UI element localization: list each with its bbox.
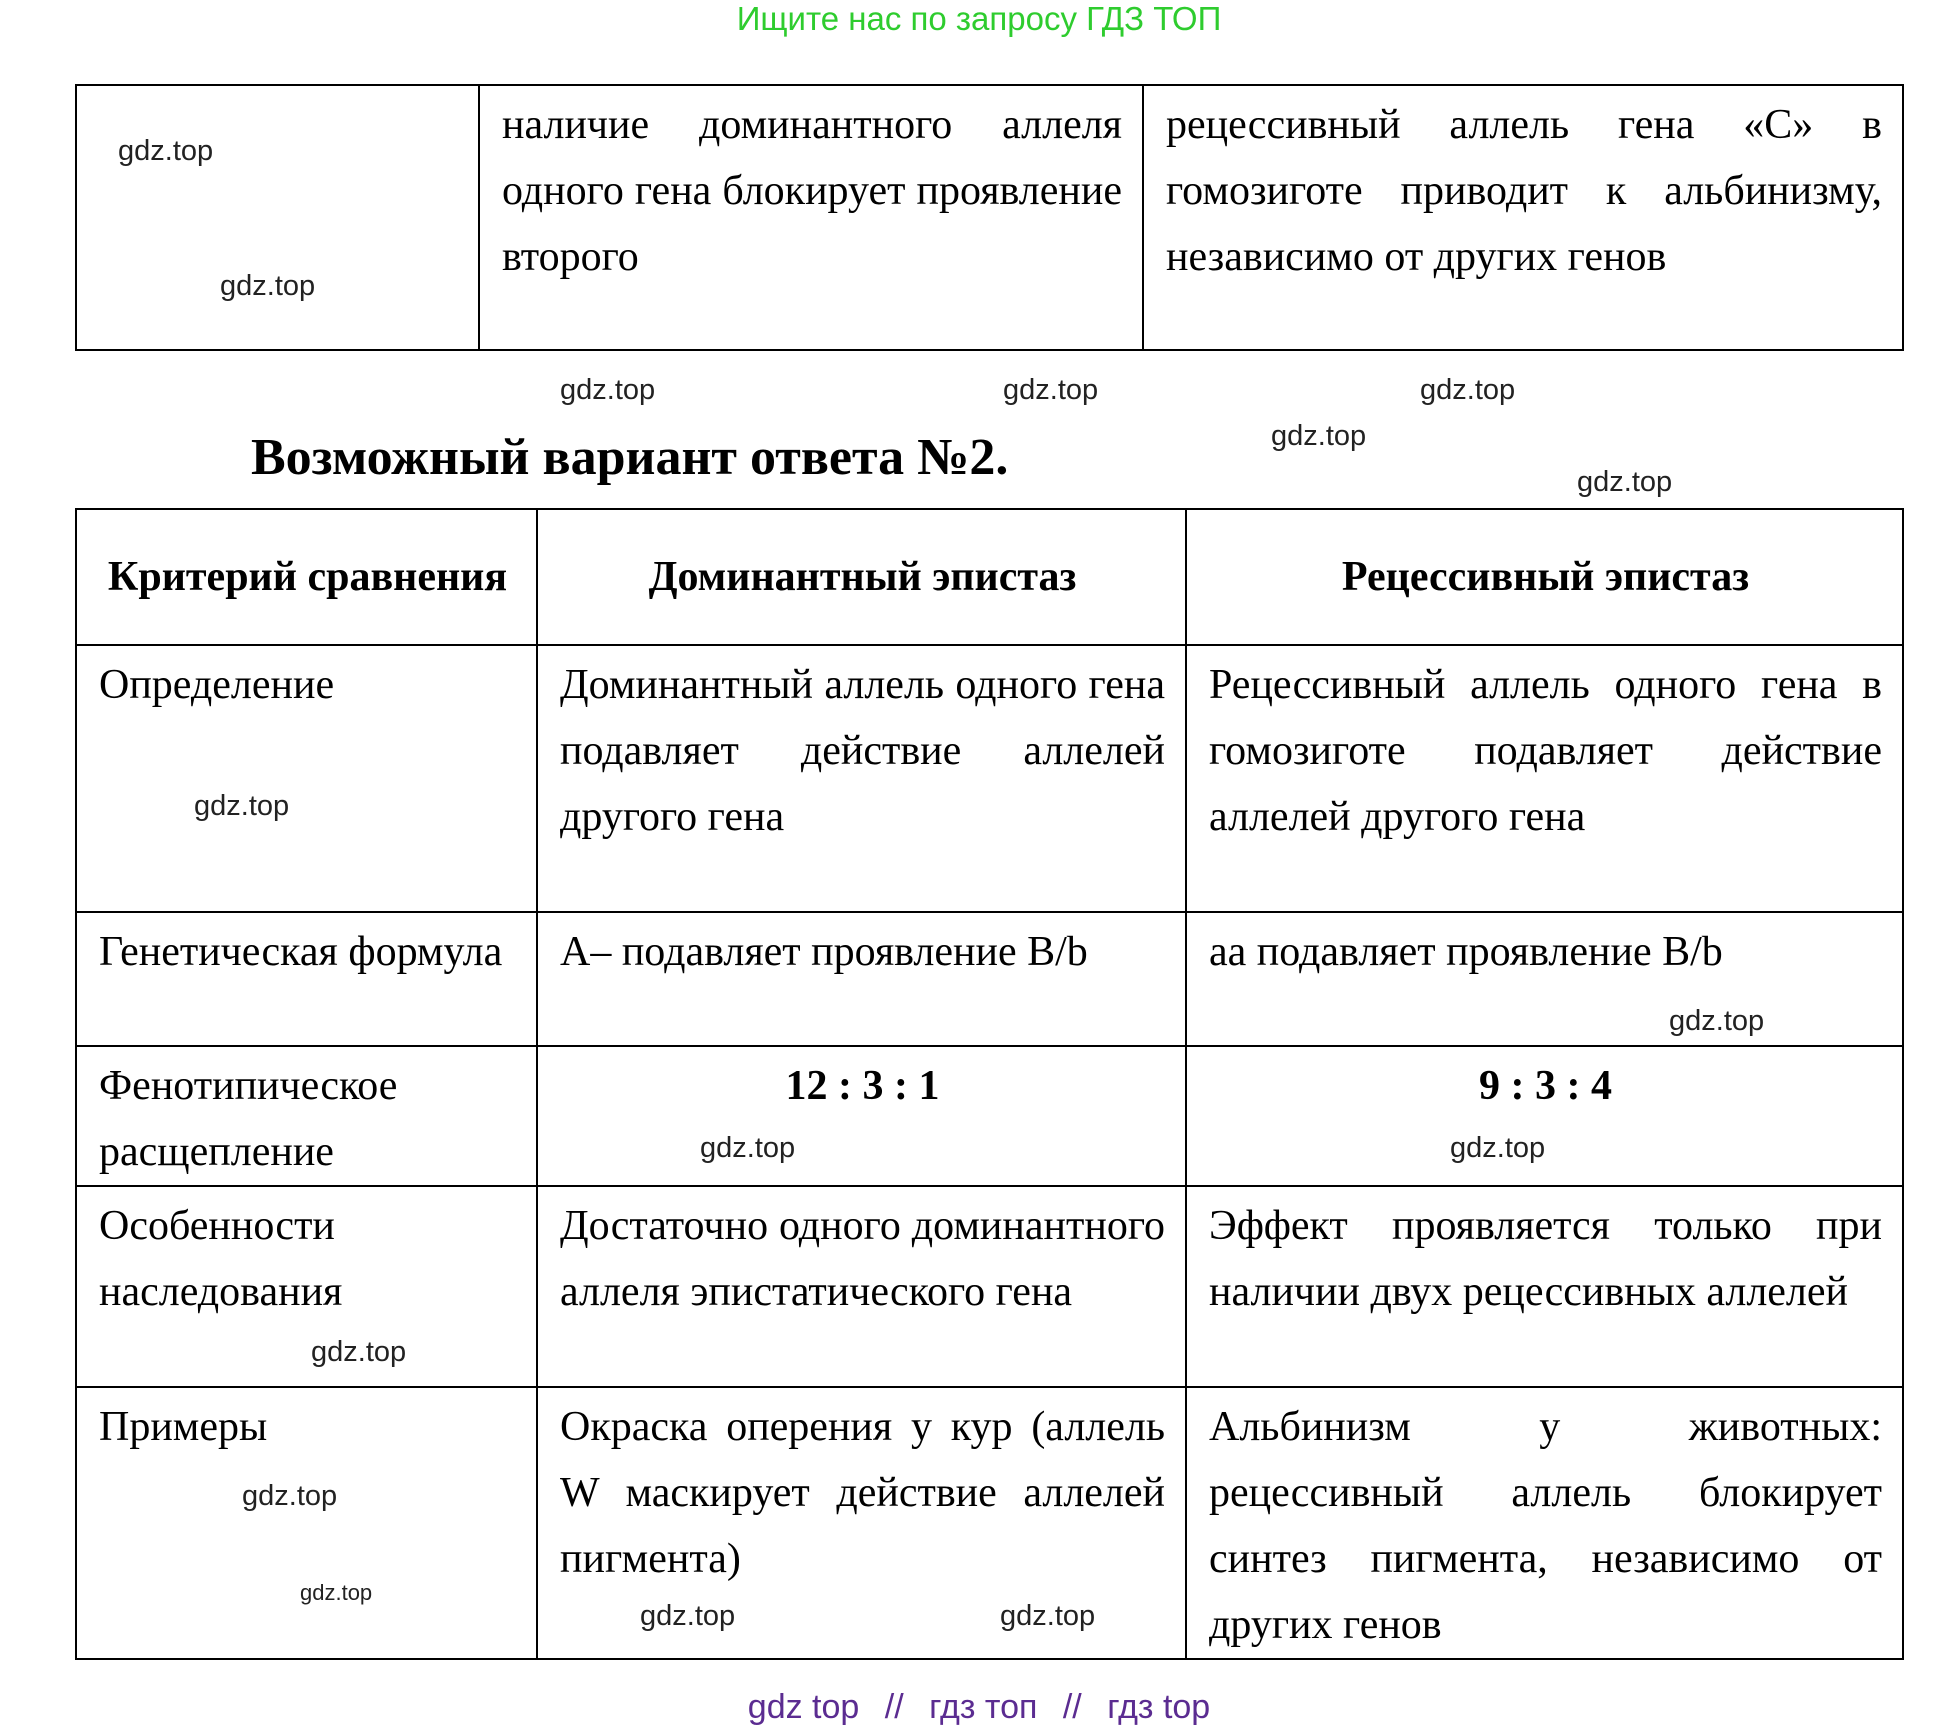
recessive-cell: Эффект проявляется только при наличии двух рецессивных аллелей xyxy=(1186,1186,1903,1387)
header-criterion: Критерий сравнения xyxy=(76,509,537,645)
recessive-ratio: 9 : 3 : 4 xyxy=(1186,1046,1903,1186)
recessive-cell: рецессивный аллель гена «С» в гомозиготе приводит к альбинизму, независимо от других генов xyxy=(1143,85,1903,350)
criterion-cell: Особенности наследования xyxy=(76,1186,537,1387)
table-row xyxy=(76,912,1903,1046)
dominant-cell: Окраска оперения у кур (аллель W маскирует действие аллелей пигмента) xyxy=(537,1387,1186,1659)
footer-links xyxy=(0,1688,1958,1727)
recessive-cell: Рецессивный аллель одного гена в гомозиготе подавляет действие аллелей другого гена xyxy=(1186,645,1903,912)
footer-link[interactable]: гдз top xyxy=(1107,1688,1211,1726)
recessive-cell: Альбинизм у животных: рецессивный аллель блокирует синтез пигмента, независимо от других генов xyxy=(1186,1387,1903,1659)
header-recessive: Рецессивный эпистаз xyxy=(1186,509,1903,645)
watermark: gdz.top xyxy=(220,270,316,302)
footer-link[interactable]: гдз топ xyxy=(929,1688,1038,1726)
watermark: gdz.top xyxy=(300,1580,373,1605)
dominant-cell: наличие доминантного аллеля одного гена блокирует проявление второго xyxy=(479,85,1143,350)
watermark: gdz.top xyxy=(194,790,290,822)
watermark: gdz.top xyxy=(1669,1005,1765,1037)
table-row xyxy=(76,1046,1903,1186)
watermark: gdz.top xyxy=(640,1600,736,1632)
table-continuation xyxy=(75,84,1904,351)
criterion-cell: Фенотипическое расщепление xyxy=(76,1046,537,1186)
watermark: gdz.top xyxy=(1420,374,1516,406)
footer-separator: // xyxy=(1062,1688,1082,1726)
search-banner: Ищите нас по запросу ГДЗ ТОП xyxy=(736,0,1222,37)
header-dominant: Доминантный эпистаз xyxy=(537,509,1186,645)
answer-heading: Возможный вариант ответа №2. xyxy=(251,429,1009,486)
footer-link[interactable]: gdz top xyxy=(747,1688,860,1726)
watermark: gdz.top xyxy=(311,1336,407,1368)
comparison-table xyxy=(75,508,1904,1660)
watermark: gdz.top xyxy=(118,135,214,167)
criterion-cell: Примеры xyxy=(76,1387,537,1659)
criterion-cell: Генетическая формула xyxy=(76,912,537,1046)
dominant-cell: Доминантный аллель одного гена подавляет действие аллелей другого гена xyxy=(537,645,1186,912)
table-row xyxy=(76,85,1903,350)
watermark: gdz.top xyxy=(1271,420,1367,452)
watermark: gdz.top xyxy=(1450,1132,1546,1164)
criterion-cell: Определение xyxy=(76,645,537,912)
watermark: gdz.top xyxy=(1003,374,1099,406)
recessive-cell: аа подавляет проявление B/b xyxy=(1186,912,1903,1046)
watermark: gdz.top xyxy=(700,1132,796,1164)
dominant-ratio: 12 : 3 : 1 xyxy=(537,1046,1186,1186)
criterion-cell xyxy=(76,85,479,350)
dominant-cell: Достаточно одного доминантного аллеля эпистатического гена xyxy=(537,1186,1186,1387)
footer-separator: // xyxy=(884,1688,904,1726)
watermark: gdz.top xyxy=(242,1480,338,1512)
table-row xyxy=(76,1387,1903,1659)
dominant-cell: А– подавляет проявление B/b xyxy=(537,912,1186,1046)
watermark: gdz.top xyxy=(1000,1600,1096,1632)
watermark: gdz.top xyxy=(560,374,656,406)
table-row xyxy=(76,645,1903,912)
watermark: gdz.top xyxy=(1577,466,1673,498)
table-header-row xyxy=(76,509,1903,645)
